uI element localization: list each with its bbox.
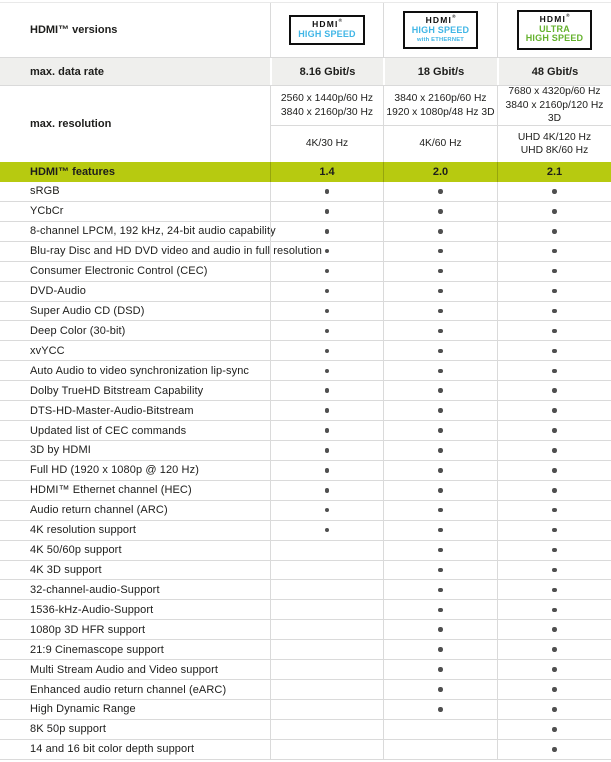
support-dot	[325, 428, 330, 433]
support-dot	[438, 388, 443, 393]
max-data-rate-row	[0, 58, 611, 86]
support-dot	[438, 488, 443, 493]
versions-label: HDMI™ versions	[30, 24, 118, 36]
table-row	[0, 600, 611, 620]
support-dot	[438, 309, 443, 314]
support-dot	[552, 189, 557, 194]
support-dot	[325, 488, 330, 493]
badge-ethernet-label: with ETHERNET	[416, 36, 465, 43]
feature-label: 21:9 Cinemascope support	[30, 643, 164, 656]
hdmi-logo-icon: HDMI®	[425, 14, 456, 26]
badge-ultra-label: ULTRA	[539, 24, 570, 35]
table-row	[0, 282, 611, 302]
feature-cell-hdmi20	[383, 720, 497, 739]
support-dot	[325, 349, 330, 354]
table-row	[0, 401, 611, 421]
feature-cell-hdmi21	[497, 580, 611, 599]
support-dot	[325, 468, 330, 473]
feature-cell-hdmi21	[497, 421, 611, 440]
feature-cell-hdmi21	[497, 262, 611, 281]
feature-cell-hdmi20	[383, 501, 497, 520]
support-dot	[438, 269, 443, 274]
table-row	[0, 461, 611, 481]
feature-cell-hdmi14	[270, 580, 383, 599]
support-dot	[552, 647, 557, 652]
feature-cell-hdmi14	[270, 282, 383, 301]
feature-cell-hdmi21	[497, 600, 611, 619]
feature-cell-hdmi14	[270, 321, 383, 340]
feature-cell-hdmi20	[383, 361, 497, 380]
data-rate-hdmi21: 48 Gbit/s	[497, 58, 611, 85]
feature-label: Full HD (1920 x 1080p @ 120 Hz)	[30, 464, 199, 477]
feature-cell-hdmi20	[383, 620, 497, 639]
feature-cell-hdmi20	[383, 202, 497, 221]
feature-cell-hdmi21	[497, 441, 611, 460]
feature-cell-hdmi20	[383, 600, 497, 619]
resolution-line: 4K/30 Hz	[305, 138, 349, 150]
support-dot	[552, 568, 557, 573]
support-dot	[552, 369, 557, 374]
hdmi-versions-row	[0, 3, 611, 58]
feature-cell-hdmi20	[383, 222, 497, 241]
badge-speed-label: HIGH SPEED	[298, 28, 356, 39]
feature-cell-hdmi14	[270, 361, 383, 380]
table-row	[0, 222, 611, 242]
feature-label: 1536-kHz-Audio-Support	[30, 603, 154, 616]
feature-cell-hdmi21	[497, 481, 611, 500]
feature-cell-hdmi20	[383, 262, 497, 281]
support-dot	[325, 189, 330, 194]
feature-cell-hdmi21	[497, 720, 611, 739]
support-dot	[325, 388, 330, 393]
table-row	[0, 341, 611, 361]
support-dot	[438, 608, 443, 613]
feature-cell-hdmi20	[383, 660, 497, 679]
support-dot	[325, 408, 330, 413]
feature-label: xvYCC	[30, 344, 65, 357]
badge-cell-high-speed-ethernet	[383, 3, 497, 57]
feature-label: 3D by HDMI	[30, 444, 91, 457]
hdmi-features-header-row	[0, 162, 611, 182]
feature-cell-hdmi14	[270, 262, 383, 281]
support-dot	[438, 627, 443, 632]
hdmi-logo-icon: HDMI®	[312, 17, 342, 29]
table-row	[0, 541, 611, 561]
hdmi-logo-icon: HDMI®	[539, 13, 570, 25]
feature-label: sRGB	[30, 185, 60, 198]
support-dot	[552, 249, 557, 254]
feature-cell-hdmi21	[497, 361, 611, 380]
feature-label: 8-channel LPCM, 192 kHz, 24-bit audio capability	[30, 225, 276, 238]
feature-cell-hdmi20	[383, 282, 497, 301]
resolution-top-hdmi14	[270, 86, 383, 126]
feature-cell-hdmi14	[270, 302, 383, 321]
feature-cell-hdmi14	[270, 521, 383, 540]
feature-label: DTS-HD-Master-Audio-Bitstream	[30, 404, 194, 417]
support-dot	[552, 727, 557, 732]
feature-cell-hdmi20	[383, 740, 497, 759]
feature-cell-hdmi20	[383, 321, 497, 340]
feature-cell-hdmi21	[497, 321, 611, 340]
support-dot	[552, 627, 557, 632]
hdmi-high-speed-ethernet-badge	[403, 11, 479, 48]
support-dot	[438, 687, 443, 692]
resolution-top-hdmi20	[383, 86, 497, 126]
support-dot	[552, 309, 557, 314]
support-dot	[552, 608, 557, 613]
resolution-line: 2560 x 1440p/60 Hz	[280, 93, 374, 104]
hdmi-high-speed-badge	[289, 15, 365, 45]
feature-label: Enhanced audio return channel (eARC)	[30, 683, 227, 696]
max-resolution-row	[0, 86, 611, 162]
resolution-bottom-hdmi21	[497, 126, 611, 162]
support-dot	[325, 528, 330, 533]
support-dot	[438, 588, 443, 593]
support-dot	[438, 448, 443, 453]
resolution-line: 4K/60 Hz	[419, 138, 462, 150]
feature-label: Dolby TrueHD Bitstream Capability	[30, 384, 204, 397]
feature-cell-hdmi21	[497, 620, 611, 639]
support-dot	[552, 707, 557, 712]
feature-cell-hdmi14	[270, 421, 383, 440]
feature-cell-hdmi14	[270, 640, 383, 659]
support-dot	[438, 528, 443, 533]
support-dot	[552, 508, 557, 513]
table-row	[0, 720, 611, 740]
feature-cell-hdmi20	[383, 441, 497, 460]
feature-cell-hdmi21	[497, 680, 611, 699]
feature-cell-hdmi20	[383, 381, 497, 400]
hdmi-comparison-table	[0, 2, 611, 760]
feature-label: Blu-ray Disc and HD DVD video and audio in full resolution	[30, 245, 322, 258]
resolution-label: max. resolution	[30, 118, 112, 130]
support-dot	[325, 309, 330, 314]
feature-label: HDMI™ Ethernet channel (HEC)	[30, 484, 192, 497]
feature-cell-hdmi21	[497, 341, 611, 360]
version-number-hdmi20: 2.0	[383, 162, 497, 182]
support-dot	[552, 667, 557, 672]
support-dot	[438, 209, 443, 214]
support-dot	[325, 269, 330, 274]
support-dot	[438, 289, 443, 294]
feature-cell-hdmi21	[497, 640, 611, 659]
support-dot	[438, 349, 443, 354]
feature-cell-hdmi21	[497, 282, 611, 301]
feature-cell-hdmi14	[270, 561, 383, 580]
feature-cell-hdmi14	[270, 720, 383, 739]
data-rate-hdmi14: 8.16 Gbit/s	[270, 58, 383, 85]
feature-rows	[0, 182, 611, 760]
feature-cell-hdmi14	[270, 740, 383, 759]
support-dot	[438, 548, 443, 553]
features-label: HDMI™ features	[30, 166, 115, 178]
support-dot	[438, 229, 443, 234]
support-dot	[552, 448, 557, 453]
data-rate-hdmi20: 18 Gbit/s	[383, 58, 497, 85]
feature-cell-hdmi21	[497, 700, 611, 719]
feature-label: Deep Color (30-bit)	[30, 324, 126, 337]
resolution-line: 3840 x 2160p/120 Hz 3D	[505, 99, 604, 125]
support-dot	[552, 428, 557, 433]
support-dot	[552, 269, 557, 274]
feature-cell-hdmi14	[270, 660, 383, 679]
feature-cell-hdmi21	[497, 381, 611, 400]
feature-cell-hdmi20	[383, 580, 497, 599]
feature-cell-hdmi14	[270, 481, 383, 500]
feature-label: Multi Stream Audio and Video support	[30, 663, 219, 676]
support-dot	[438, 667, 443, 672]
feature-cell-hdmi20	[383, 401, 497, 420]
feature-cell-hdmi20	[383, 461, 497, 480]
resolution-line: 1920 x 1080p/48 Hz 3D	[386, 106, 495, 118]
feature-cell-hdmi14	[270, 501, 383, 520]
table-row	[0, 620, 611, 640]
support-dot	[438, 249, 443, 254]
support-dot	[552, 349, 557, 354]
table-row	[0, 521, 611, 541]
data-rate-label: max. data rate	[30, 65, 104, 78]
table-row	[0, 501, 611, 521]
feature-cell-hdmi20	[383, 341, 497, 360]
feature-label: DVD-Audio	[30, 285, 86, 298]
feature-cell-hdmi20	[383, 421, 497, 440]
support-dot	[438, 329, 443, 334]
feature-cell-hdmi14	[270, 222, 383, 241]
feature-cell-hdmi14	[270, 541, 383, 560]
table-row	[0, 580, 611, 600]
support-dot	[552, 687, 557, 692]
feature-cell-hdmi14	[270, 620, 383, 639]
table-row	[0, 202, 611, 222]
support-dot	[325, 229, 330, 234]
feature-cell-hdmi14	[270, 441, 383, 460]
support-dot	[552, 388, 557, 393]
table-row	[0, 321, 611, 341]
feature-cell-hdmi14	[270, 461, 383, 480]
support-dot	[438, 408, 443, 413]
feature-cell-hdmi21	[497, 202, 611, 221]
feature-cell-hdmi21	[497, 561, 611, 580]
feature-cell-hdmi14	[270, 700, 383, 719]
feature-cell-hdmi21	[497, 660, 611, 679]
support-dot	[552, 468, 557, 473]
support-dot	[438, 428, 443, 433]
support-dot	[552, 229, 557, 234]
support-dot	[325, 209, 330, 214]
table-row	[0, 740, 611, 760]
badge-speed-label: HIGH SPEED	[525, 33, 584, 44]
feature-label: Super Audio CD (DSD)	[30, 304, 145, 317]
support-dot	[438, 189, 443, 194]
version-number-hdmi21: 2.1	[497, 162, 611, 182]
table-row	[0, 481, 611, 501]
feature-cell-hdmi21	[497, 242, 611, 261]
table-row	[0, 640, 611, 660]
feature-cell-hdmi21	[497, 302, 611, 321]
table-row	[0, 182, 611, 202]
feature-cell-hdmi14	[270, 600, 383, 619]
feature-label: Auto Audio to video synchronization lip-sync	[30, 364, 250, 377]
support-dot	[325, 329, 330, 334]
support-dot	[552, 408, 557, 413]
feature-cell-hdmi14	[270, 202, 383, 221]
feature-label: 14 and 16 bit color depth support	[30, 743, 195, 756]
support-dot	[552, 528, 557, 533]
feature-cell-hdmi21	[497, 521, 611, 540]
hdmi-ultra-high-speed-badge	[517, 10, 593, 50]
feature-cell-hdmi21	[497, 461, 611, 480]
feature-cell-hdmi14	[270, 341, 383, 360]
resolution-bottom-hdmi20	[383, 126, 497, 162]
feature-label: 8K 50p support	[30, 723, 107, 736]
support-dot	[552, 548, 557, 553]
feature-cell-hdmi21	[497, 222, 611, 241]
feature-label: Consumer Electronic Control (CEC)	[30, 265, 208, 278]
feature-label: 32-channel-audio-Support	[30, 583, 160, 596]
feature-label: 4K 3D support	[30, 563, 102, 576]
feature-label: Audio return channel (ARC)	[30, 504, 168, 517]
version-number-hdmi14: 1.4	[270, 162, 383, 182]
feature-cell-hdmi20	[383, 700, 497, 719]
feature-cell-hdmi20	[383, 302, 497, 321]
table-row	[0, 680, 611, 700]
table-row	[0, 262, 611, 282]
feature-cell-hdmi14	[270, 242, 383, 261]
feature-cell-hdmi21	[497, 401, 611, 420]
badge-cell-ultra-high-speed	[497, 3, 611, 57]
feature-cell-hdmi20	[383, 182, 497, 201]
support-dot	[325, 448, 330, 453]
feature-label: Updated list of CEC commands	[30, 424, 187, 437]
feature-label: YCbCr	[30, 205, 64, 218]
feature-label: 1080p 3D HFR support	[30, 623, 146, 636]
feature-cell-hdmi20	[383, 481, 497, 500]
resolution-line: 3840 x 2160p/30 Hz	[280, 106, 374, 118]
support-dot	[438, 468, 443, 473]
resolution-line: UHD 8K/60 Hz	[520, 145, 589, 156]
resolution-bottom-hdmi14	[270, 126, 383, 162]
support-dot	[325, 289, 330, 294]
support-dot	[325, 249, 330, 254]
feature-cell-hdmi20	[383, 541, 497, 560]
support-dot	[552, 488, 557, 493]
support-dot	[438, 647, 443, 652]
support-dot	[552, 289, 557, 294]
feature-label: 4K 50/60p support	[30, 544, 122, 557]
feature-cell-hdmi14	[270, 401, 383, 420]
table-row	[0, 361, 611, 381]
support-dot	[438, 369, 443, 374]
table-row	[0, 441, 611, 461]
table-row	[0, 381, 611, 401]
support-dot	[438, 568, 443, 573]
table-row	[0, 660, 611, 680]
resolution-line: UHD 4K/120 Hz	[517, 131, 592, 143]
support-dot	[552, 588, 557, 593]
resolution-top-hdmi21	[497, 86, 611, 126]
table-row	[0, 242, 611, 262]
table-row	[0, 561, 611, 581]
support-dot	[438, 508, 443, 513]
feature-cell-hdmi20	[383, 561, 497, 580]
feature-cell-hdmi20	[383, 640, 497, 659]
support-dot	[552, 329, 557, 334]
feature-label: 4K resolution support	[30, 524, 137, 537]
support-dot	[325, 508, 330, 513]
feature-cell-hdmi21	[497, 182, 611, 201]
resolution-line: 3840 x 2160p/60 Hz	[394, 93, 487, 104]
feature-label: High Dynamic Range	[30, 703, 136, 716]
table-row	[0, 421, 611, 441]
badge-speed-label: HIGH SPEED	[411, 25, 470, 36]
support-dot	[325, 369, 330, 374]
badge-cell-high-speed	[270, 3, 383, 57]
feature-cell-hdmi20	[383, 242, 497, 261]
feature-cell-hdmi14	[270, 381, 383, 400]
feature-cell-hdmi21	[497, 501, 611, 520]
support-dot	[438, 707, 443, 712]
feature-cell-hdmi14	[270, 680, 383, 699]
feature-cell-hdmi14	[270, 182, 383, 201]
support-dot	[552, 209, 557, 214]
resolution-line: 7680 x 4320p/60 Hz	[508, 86, 601, 98]
support-dot	[552, 747, 557, 752]
feature-cell-hdmi21	[497, 541, 611, 560]
feature-cell-hdmi21	[497, 740, 611, 759]
table-row	[0, 302, 611, 322]
feature-cell-hdmi20	[383, 521, 497, 540]
table-row	[0, 700, 611, 720]
feature-cell-hdmi20	[383, 680, 497, 699]
